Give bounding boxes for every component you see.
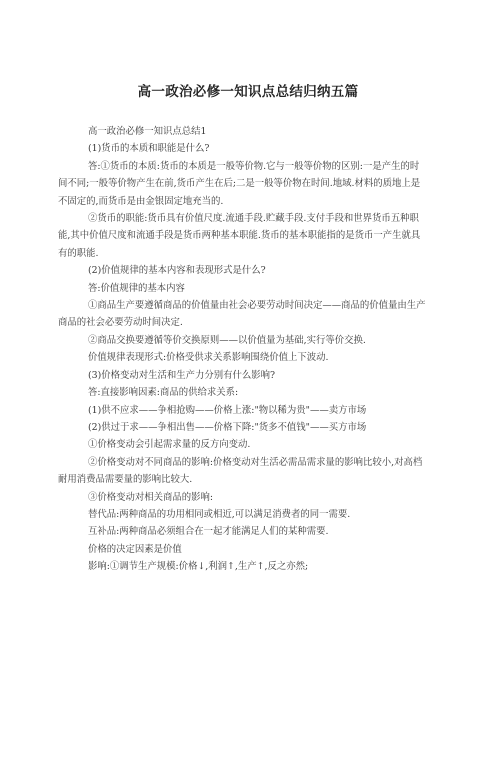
document-title: 高一政治必修一知识点总结归纳五篇 bbox=[137, 84, 359, 100]
paragraph: 替代品:两种商品的功用相同或相近,可以满足消费者的同一需要. bbox=[88, 508, 351, 520]
section-heading: 高一政治必修一知识点总结1 bbox=[88, 126, 207, 137]
document-body bbox=[58, 123, 426, 576]
paragraph: 价格的决定因素是价值 bbox=[88, 543, 182, 555]
paragraph: ②商品交换要遵循等价交换原则——以价值量为基础,实行等价交换. bbox=[88, 334, 366, 346]
paragraph: ①价格变动会引起需求量的反方向变动. bbox=[88, 439, 251, 451]
paragraph: 答:价值规律的基本内容 bbox=[88, 282, 185, 294]
paragraph: 答:直接影响因素:商品的供给求关系: bbox=[88, 387, 239, 399]
paragraph: 答:①货币的本质:货币的本质是一般等价物.它与一般等价物的区别:一是产生的时间不同;一般等价物产生在前,货币产生在后;二是一般等价物在时间.地域.材料的质地上是不固定的,而货币是由金银固定地充当的. bbox=[58, 160, 421, 207]
paragraph: 价值规律表现形式:价格受供求关系影响围绕价值上下波动. bbox=[88, 352, 329, 364]
question-1: (1)货币的本质和职能是什么? bbox=[88, 143, 210, 155]
question-3: (3)价格变动对生活和生产力分别有什么影响? bbox=[88, 369, 276, 381]
paragraph: 影响:①调节生产规模:价格↓,利润↑,生产↑,反之亦然; bbox=[88, 561, 309, 573]
document-page bbox=[0, 80, 496, 782]
paragraph: (1)供不应求——争相抢购——价格上涨:"物以稀为贵"——卖方市场 bbox=[88, 404, 367, 416]
paragraph: (2)供过于求——争相出售——价格下降:"货多不值钱"——买方市场 bbox=[88, 421, 367, 433]
paragraph: ②货币的职能:货币具有价值尺度.流通手段.贮藏手段.支付手段和世界货币五种职能,其中价值尺度和流通手段是货币两种基本职能.货币的基本职能指的是货币一产生就具有的职能. bbox=[58, 213, 421, 259]
paragraph: ②价格变动对不同商品的影响:价格变动对生活必需品需求量的影响比较小,对高档耐用消费品需要量的影响比较大. bbox=[58, 456, 423, 486]
paragraph: ①商品生产要遵循商品的价值量由社会必要劳动时间决定——商品的价值量由生产商品的社会必要劳动时间决定. bbox=[58, 300, 426, 329]
question-2: (2)价值规律的基本内容和表现形式是什么? bbox=[88, 265, 266, 277]
paragraph: 互补品:两种商品必须组合在一起才能满足人们的某种需要. bbox=[88, 526, 329, 538]
paragraph: ③价格变动对相关商品的影响: bbox=[88, 491, 214, 503]
